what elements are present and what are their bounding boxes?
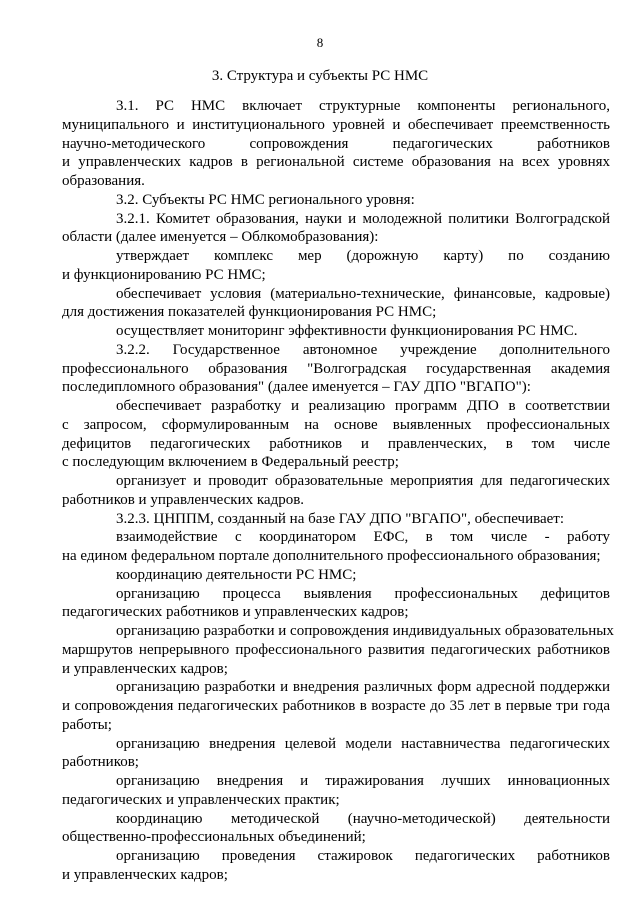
- text-line: и управленческих кадров;: [62, 660, 228, 677]
- text-line: работы;: [62, 716, 112, 733]
- text-line: последипломного образования" (далее именуется – ГАУ ДПО "ВГАПО"):: [62, 379, 531, 396]
- text-line: организацию разработки и сопровождения индивидуальных образовательных: [116, 623, 614, 639]
- text-line: координацию деятельности РС НМС;: [116, 566, 357, 583]
- text-line: осуществляет мониторинг эффективности функционирования РС НМС.: [116, 323, 578, 339]
- text-line: с запросом, сформулированным на основе выявленных профессиональных: [62, 416, 610, 433]
- text-line: взаимодействие с координатором ЕФС, в том числе - работу: [116, 529, 610, 546]
- text-line: координацию методической (научно-методической) деятельности: [116, 810, 610, 827]
- text-line: 3.1. РС НМС включает структурные компоненты регионального,: [116, 98, 610, 114]
- text-line: с последующим включением в Федеральный реестр;: [62, 454, 399, 471]
- text-line: 3.2.1. Комитет образования, науки и молодежной политики Волгоградской: [116, 210, 610, 227]
- text-line: организацию разработки и внедрения различных форм адресной поддержки: [116, 679, 610, 696]
- text-line: организацию проведения стажировок педагогических работников: [116, 848, 610, 864]
- text-line: организует и проводит образовательные мероприятия для педагогических: [116, 473, 610, 489]
- text-line: общественно-профессиональных объединений;: [62, 829, 366, 846]
- text-line: утверждает комплекс мер (дорожную карту) по созданию: [116, 248, 610, 264]
- text-line: для достижения показателей функционирования РС НМС;: [62, 304, 437, 321]
- text-line: муниципального и институционального уровней и обеспечивает преемственность: [62, 116, 610, 133]
- text-line: педагогических и управленческих практик;: [62, 791, 340, 808]
- text-line: работников;: [62, 754, 139, 771]
- section-heading: 3. Структура и субъекты РС НМС: [211, 68, 429, 84]
- text-line: на едином федеральном портале дополнительного профессионального образования;: [62, 548, 601, 564]
- text-line: организацию внедрения целевой модели наставничества педагогических: [116, 735, 610, 752]
- text-line: организацию внедрения и тиражирования лучших инновационных: [116, 773, 610, 789]
- text-line: маршрутов непрерывного профессионального развития педагогических работников: [62, 641, 610, 658]
- text-line: работников и управленческих кадров.: [62, 491, 305, 508]
- text-line: дефицитов педагогических работников и правленческих, в том числе: [62, 435, 610, 452]
- text-line: 3.2.2. Государственное автономное учреждение дополнительного: [116, 341, 610, 358]
- text-line: образования.: [62, 173, 145, 189]
- text-line: научно-методического сопровождения педагогических работников: [62, 135, 610, 152]
- text-line: и сопровождения педагогических работников в возрасте до 35 лет в первые три года: [62, 698, 610, 714]
- text-line: и управленческих кадров в региональной системе образования на всех уровнях: [62, 154, 610, 171]
- page-number: 8: [316, 35, 324, 50]
- text-line: обеспечивает разработку и реализацию программ ДПО в соответствии: [116, 398, 610, 414]
- text-line: педагогических работников и управленческих кадров;: [62, 604, 409, 621]
- text-line: и управленческих кадров;: [62, 866, 228, 883]
- text-line: обеспечивает условия (материально-технические, финансовые, кадровые): [116, 285, 610, 302]
- text-line: профессионального образования "Волгоградская государственная академия: [62, 360, 610, 377]
- text-line: 3.2. Субъекты РС НМС регионального уровня:: [116, 191, 415, 208]
- body-text: [62, 97, 614, 885]
- text-line: 3.2.3. ЦНППМ, созданный на базе ГАУ ДПО "ВГАПО", обеспечивает:: [116, 510, 565, 527]
- text-line: организацию процесса выявления профессиональных дефицитов: [116, 585, 610, 602]
- text-line: и функционированию РС НМС;: [62, 266, 266, 283]
- text-line: области (далее именуется – Облкомобразования):: [62, 229, 379, 246]
